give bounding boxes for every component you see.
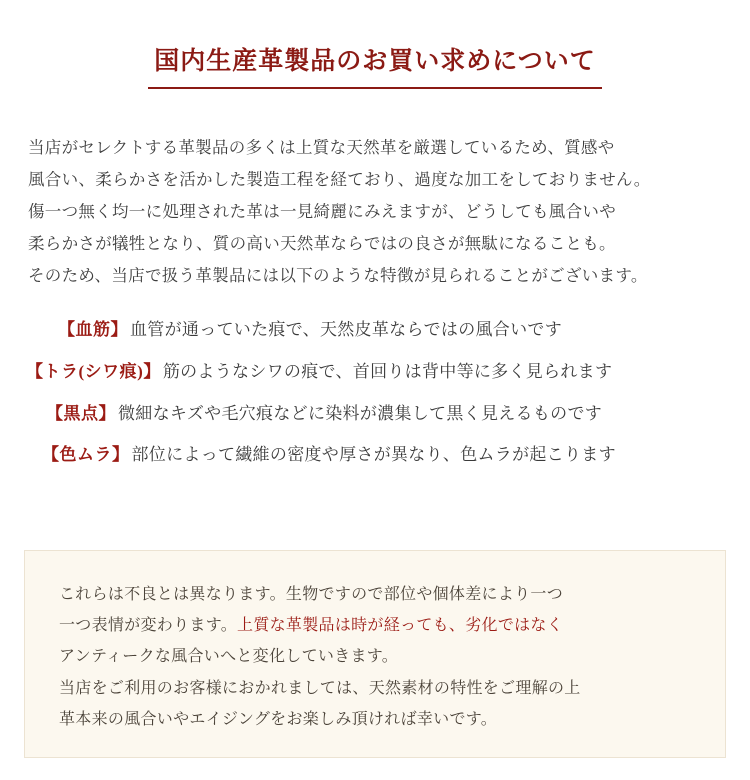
feature-item-black-spot	[24, 402, 726, 427]
feature-item-tora-wrinkle	[24, 360, 726, 385]
feature-tag: 【トラ(シワ痕)】	[26, 362, 161, 381]
page-title-container	[0, 30, 750, 106]
feature-description: 微細なキズや毛穴痕などに染料が濃集して黒く見えるものです	[118, 403, 603, 423]
note-line-3: アンティークな風合いへと変化していきます。	[59, 648, 399, 666]
feature-item-color-unevenness	[24, 443, 726, 468]
feature-tag: 【色ムラ】	[42, 445, 130, 465]
document-page	[0, 30, 750, 780]
intro-paragraph	[28, 132, 722, 293]
feature-tag: 【血筋】	[58, 320, 128, 340]
note-box	[24, 550, 726, 758]
intro-line: 当店がセレクトする革製品の多くは上質な天然革を厳選しているため、質感や	[28, 137, 615, 157]
note-line-2-highlight: 上質な革製品は時が経っても、劣化ではなく	[237, 617, 564, 635]
feature-description: 部位によって繊維の密度や厚さが異なり、色ムラが起こります	[131, 445, 616, 465]
feature-item-blood-vein	[24, 318, 726, 343]
page-title: 国内生産革製品のお買い求めについて	[148, 47, 602, 89]
feature-list	[24, 318, 726, 468]
note-line-4: 当店をご利用のお客様におかれましては、天然素材の特性をご理解の上	[59, 679, 581, 697]
intro-line: 風合い、柔らかさを活かした製造工程を経ており、過度な加工をしておりません。	[28, 169, 651, 189]
note-line-2	[59, 610, 691, 641]
note-line-5: 革本来の風合いやエイジングをお楽しみ頂ければ幸いです。	[59, 710, 498, 728]
feature-tag: 【黒点】	[46, 403, 116, 423]
intro-line: そのため、当店で扱う革製品には以下のような特徴が見られることがございます。	[28, 266, 648, 286]
note-line-1: これらは不良とは異なります。生物ですので部位や個体差により一つ	[59, 586, 564, 603]
intro-line: 柔らかさが犠牲となり、質の高い天然革ならではの良さが無駄になることも。	[28, 234, 616, 254]
intro-line: 傷一つ無く均一に処理された革は一見綺麗にみえますが、どうしても風合いや	[28, 201, 616, 221]
feature-description: 筋のようなシワの痕で、首回りは背中等に多く見られます	[162, 362, 613, 381]
feature-description: 血管が通っていた痕で、天然皮革ならではの風合いです	[130, 320, 562, 340]
note-line-2-plain: 一つ表情が変わります。	[59, 617, 238, 635]
